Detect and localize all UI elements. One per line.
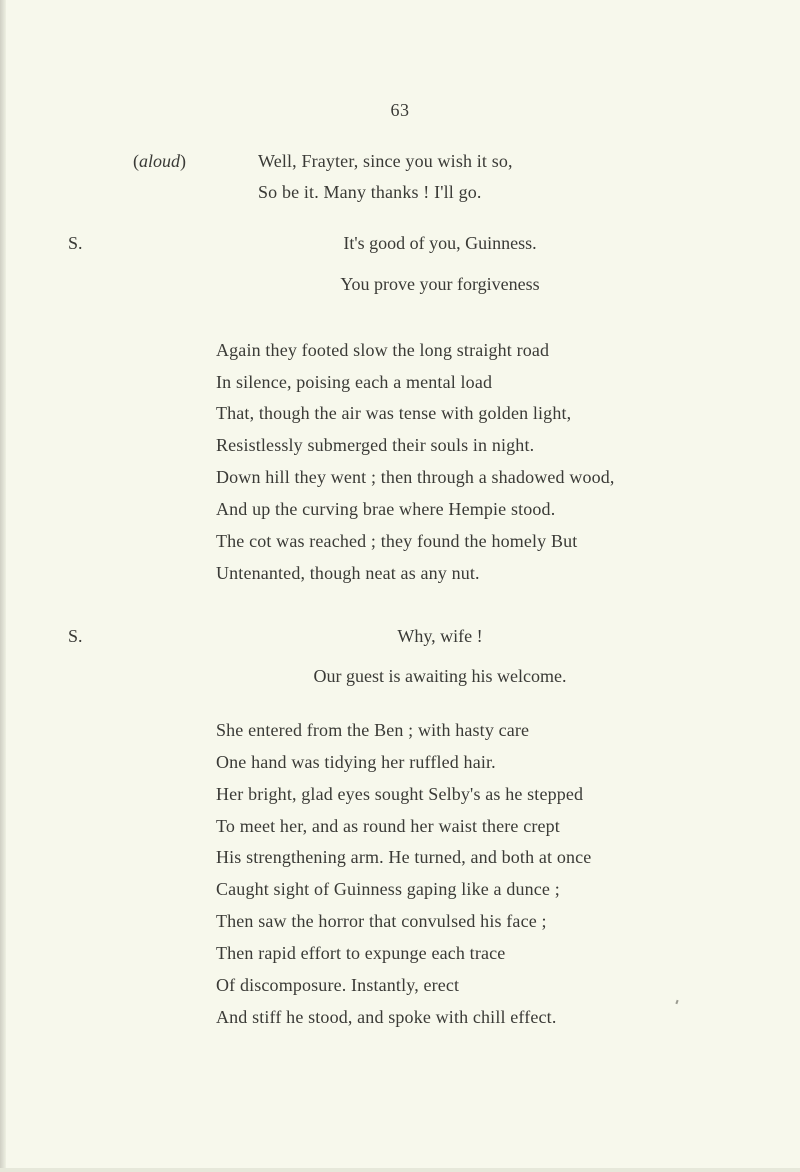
verse-line: Again they footed slow the long straight road (216, 340, 550, 360)
verse-line: Of discomposure. Instantly, erect (216, 975, 460, 995)
verse-line: In silence, poising each a mental load (216, 372, 493, 392)
verse-line: Then saw the horror that convulsed his face ; (216, 911, 547, 931)
verse-line: One hand was tidying her ruffled hair. (216, 752, 496, 772)
speech-line: So be it. Many thanks ! I'll go. (258, 182, 482, 202)
verse-line: That, though the air was tense with golden light, (216, 403, 572, 423)
speech-line: Our guest is awaiting his welcome. (313, 666, 567, 686)
verse-line: Her bright, glad eyes sought Selby's as he stepped (216, 784, 584, 804)
verse-line: She entered from the Ben ; with hasty care (216, 720, 530, 740)
page-edge-shadow (0, 0, 6, 1172)
page-number: 63 (390, 100, 410, 120)
page-bottom-edge (0, 1168, 800, 1172)
stage-direction-close-paren: ) (180, 151, 187, 171)
verse-line: The cot was reached ; they found the homely But (216, 531, 578, 551)
verse-line: And stiff he stood, and spoke with chill effect. (216, 1007, 557, 1027)
paper-speck (675, 1000, 678, 1004)
speech-line: Why, wife ! (397, 626, 483, 646)
verse-line: Caught sight of Guinness gaping like a dunce ; (216, 879, 560, 899)
verse-line: Resistlessly submerged their souls in night. (216, 435, 535, 455)
verse-line: And up the curving brae where Hempie stood. (216, 499, 556, 519)
speech-line: It's good of you, Guinness. (343, 233, 537, 253)
stage-direction (133, 150, 186, 172)
verse-line: Then rapid effort to expunge each trace (216, 943, 506, 963)
speaker-label: S. (68, 626, 83, 646)
verse-line: Down hill they went ; then through a shadowed wood, (216, 467, 615, 487)
verse-line: To meet her, and as round her waist there crept (216, 816, 560, 836)
verse-line: His strengthening arm. He turned, and both at once (216, 847, 592, 867)
speech-line: You prove your forgiveness (340, 274, 540, 294)
verse-line: Untenanted, though neat as any nut. (216, 563, 480, 583)
stage-direction-text: aloud (139, 151, 181, 171)
stage-direction-open-paren: ( (133, 151, 139, 171)
speaker-label: S. (68, 233, 83, 253)
speech-line: Well, Frayter, since you wish it so, (258, 151, 513, 171)
